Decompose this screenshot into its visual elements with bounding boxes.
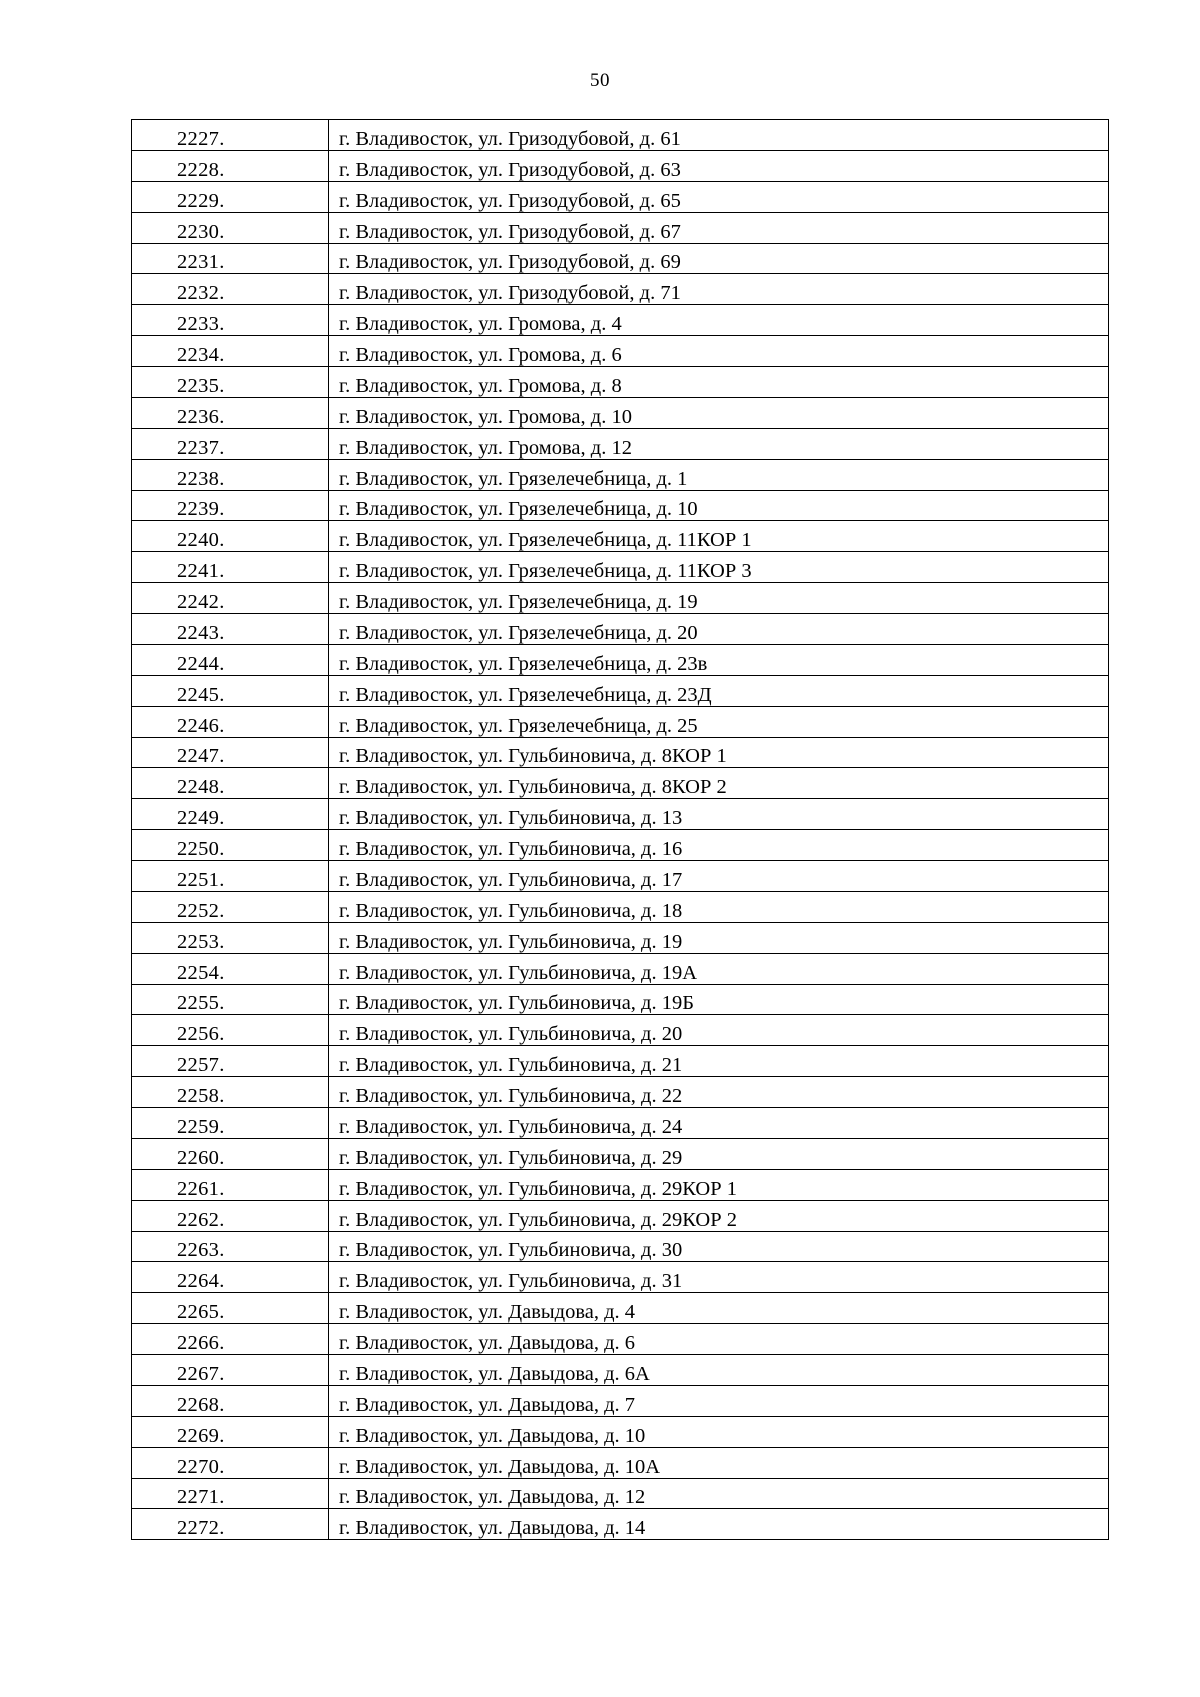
address-text: г. Владивосток, ул. Гульбиновича, д. 17 bbox=[339, 868, 683, 891]
address-text: г. Владивосток, ул. Гульбиновича, д. 29 bbox=[339, 1146, 683, 1169]
row-number-cell bbox=[132, 367, 329, 398]
address-text: г. Владивосток, ул. Гульбиновича, д. 8КОР 1 bbox=[339, 745, 727, 768]
row-number-cell bbox=[132, 274, 329, 305]
row-number: 2238. bbox=[177, 467, 225, 490]
table-row bbox=[132, 150, 1109, 181]
row-number: 2268. bbox=[177, 1393, 225, 1416]
table-row bbox=[132, 552, 1109, 583]
table-row bbox=[132, 861, 1109, 892]
address-cell bbox=[329, 274, 1109, 305]
table-row bbox=[132, 1509, 1109, 1540]
row-number: 2245. bbox=[177, 683, 225, 706]
table-row bbox=[132, 336, 1109, 367]
address-cell bbox=[329, 1324, 1109, 1355]
row-number-cell bbox=[132, 1509, 329, 1540]
address-text: г. Владивосток, ул. Давыдова, д. 7 bbox=[339, 1393, 636, 1416]
table-row bbox=[132, 1478, 1109, 1509]
address-cell bbox=[329, 1046, 1109, 1077]
address-cell bbox=[329, 521, 1109, 552]
table-row bbox=[132, 1046, 1109, 1077]
address-text: г. Владивосток, ул. Гризодубовой, д. 67 bbox=[339, 220, 681, 243]
row-number: 2263. bbox=[177, 1239, 225, 1262]
row-number-cell bbox=[132, 675, 329, 706]
row-number-cell bbox=[132, 737, 329, 768]
table-row bbox=[132, 1108, 1109, 1139]
row-number: 2258. bbox=[177, 1085, 225, 1107]
row-number-cell bbox=[132, 1262, 329, 1293]
row-number-cell bbox=[132, 644, 329, 675]
table-row bbox=[132, 1200, 1109, 1231]
table-row bbox=[132, 305, 1109, 336]
address-text: г. Владивосток, ул. Давыдова, д. 10А bbox=[339, 1455, 661, 1478]
row-number-cell bbox=[132, 305, 329, 336]
row-number: 2242. bbox=[177, 591, 225, 613]
row-number: 2230. bbox=[177, 220, 225, 243]
row-number-cell bbox=[132, 1478, 329, 1509]
address-text: г. Владивосток, ул. Грязелечебница, д. 11КОР 3 bbox=[339, 560, 752, 583]
address-table bbox=[131, 119, 1109, 1540]
address-cell bbox=[329, 1293, 1109, 1324]
row-number: 2264. bbox=[177, 1270, 225, 1293]
row-number-cell bbox=[132, 861, 329, 892]
address-cell bbox=[329, 1231, 1109, 1262]
table-row bbox=[132, 490, 1109, 521]
row-number: 2235. bbox=[177, 374, 225, 397]
address-text: г. Владивосток, ул. Гульбиновича, д. 21 bbox=[339, 1054, 683, 1077]
address-text: г. Владивосток, ул. Гульбиновича, д. 19Б bbox=[339, 992, 695, 1015]
address-cell bbox=[329, 120, 1109, 151]
row-number: 2253. bbox=[177, 930, 225, 953]
row-number: 2260. bbox=[177, 1146, 225, 1169]
row-number: 2229. bbox=[177, 189, 225, 212]
address-cell bbox=[329, 953, 1109, 984]
row-number-cell bbox=[132, 1385, 329, 1416]
row-number: 2261. bbox=[177, 1177, 225, 1200]
row-number: 2239. bbox=[177, 498, 225, 521]
address-text: г. Владивосток, ул. Гульбиновича, д. 24 bbox=[339, 1115, 683, 1138]
row-number-cell bbox=[132, 583, 329, 614]
address-cell bbox=[329, 459, 1109, 490]
table-row bbox=[132, 243, 1109, 274]
table-row bbox=[132, 644, 1109, 675]
row-number: 2237. bbox=[177, 436, 225, 459]
address-cell bbox=[329, 583, 1109, 614]
row-number-cell bbox=[132, 891, 329, 922]
row-number-cell bbox=[132, 150, 329, 181]
address-text: г. Владивосток, ул. Гульбиновича, д. 31 bbox=[339, 1270, 683, 1293]
address-text: г. Владивосток, ул. Гульбиновича, д. 19 bbox=[339, 930, 683, 953]
address-text: г. Владивосток, ул. Громова, д. 4 bbox=[339, 313, 622, 336]
address-text: г. Владивосток, ул. Гульбиновича, д. 22 bbox=[339, 1085, 683, 1107]
row-number-cell bbox=[132, 768, 329, 799]
row-number: 2266. bbox=[177, 1332, 225, 1354]
address-cell bbox=[329, 706, 1109, 737]
row-number: 2251. bbox=[177, 868, 225, 891]
address-text: г. Владивосток, ул. Гульбиновича, д. 13 bbox=[339, 807, 683, 830]
address-text: г. Владивосток, ул. Грязелечебница, д. 1 bbox=[339, 467, 688, 490]
row-number-cell bbox=[132, 243, 329, 274]
row-number-cell bbox=[132, 552, 329, 583]
row-number: 2236. bbox=[177, 405, 225, 428]
address-text: г. Владивосток, ул. Грязелечебница, д. 23в bbox=[339, 652, 708, 675]
address-cell bbox=[329, 181, 1109, 212]
address-text: г. Владивосток, ул. Гульбиновича, д. 29КОР 1 bbox=[339, 1177, 737, 1200]
address-table-body bbox=[132, 120, 1109, 1540]
row-number-cell bbox=[132, 799, 329, 830]
address-cell bbox=[329, 367, 1109, 398]
address-cell bbox=[329, 1200, 1109, 1231]
table-row bbox=[132, 1015, 1109, 1046]
table-row bbox=[132, 737, 1109, 768]
address-text: г. Владивосток, ул. Гризодубовой, д. 63 bbox=[339, 158, 681, 181]
table-row bbox=[132, 1293, 1109, 1324]
row-number-cell bbox=[132, 336, 329, 367]
table-row bbox=[132, 428, 1109, 459]
address-text: г. Владивосток, ул. Гризодубовой, д. 65 bbox=[339, 189, 681, 212]
address-text: г. Владивосток, ул. Гульбиновича, д. 8КОР 2 bbox=[339, 776, 727, 799]
row-number: 2267. bbox=[177, 1362, 225, 1385]
row-number: 2265. bbox=[177, 1301, 225, 1324]
address-cell bbox=[329, 336, 1109, 367]
address-cell bbox=[329, 243, 1109, 274]
address-text: г. Владивосток, ул. Громова, д. 10 bbox=[339, 405, 632, 428]
address-text: г. Владивосток, ул. Гризодубовой, д. 71 bbox=[339, 282, 681, 305]
row-number-cell bbox=[132, 1169, 329, 1200]
address-text: г. Владивосток, ул. Гульбиновича, д. 30 bbox=[339, 1239, 683, 1262]
row-number: 2254. bbox=[177, 961, 225, 984]
address-cell bbox=[329, 1077, 1109, 1108]
address-text: г. Владивосток, ул. Грязелечебница, д. 20 bbox=[339, 621, 698, 644]
table-row bbox=[132, 614, 1109, 645]
table-row bbox=[132, 1324, 1109, 1355]
address-cell bbox=[329, 891, 1109, 922]
address-cell bbox=[329, 675, 1109, 706]
table-row bbox=[132, 1262, 1109, 1293]
address-text: г. Владивосток, ул. Давыдова, д. 12 bbox=[339, 1486, 646, 1509]
row-number-cell bbox=[132, 397, 329, 428]
row-number-cell bbox=[132, 984, 329, 1015]
address-text: г. Владивосток, ул. Грязелечебница, д. 23Д bbox=[339, 683, 712, 706]
table-row bbox=[132, 120, 1109, 151]
address-cell bbox=[329, 1416, 1109, 1447]
table-row bbox=[132, 922, 1109, 953]
address-cell bbox=[329, 1169, 1109, 1200]
address-text: г. Владивосток, ул. Давыдова, д. 6А bbox=[339, 1362, 650, 1385]
address-cell bbox=[329, 428, 1109, 459]
table-row bbox=[132, 1416, 1109, 1447]
table-row bbox=[132, 953, 1109, 984]
address-cell bbox=[329, 644, 1109, 675]
address-cell bbox=[329, 830, 1109, 861]
address-cell bbox=[329, 552, 1109, 583]
row-number: 2240. bbox=[177, 529, 225, 552]
row-number-cell bbox=[132, 1077, 329, 1108]
table-row bbox=[132, 1077, 1109, 1108]
address-text: г. Владивосток, ул. Громова, д. 12 bbox=[339, 436, 632, 459]
table-row bbox=[132, 891, 1109, 922]
address-text: г. Владивосток, ул. Громова, д. 8 bbox=[339, 374, 622, 397]
table-row bbox=[132, 706, 1109, 737]
address-cell bbox=[329, 305, 1109, 336]
row-number: 2255. bbox=[177, 992, 225, 1015]
table-row bbox=[132, 1385, 1109, 1416]
table-row bbox=[132, 830, 1109, 861]
table-row bbox=[132, 397, 1109, 428]
address-cell bbox=[329, 614, 1109, 645]
address-text: г. Владивосток, ул. Грязелечебница, д. 10 bbox=[339, 498, 698, 521]
address-cell bbox=[329, 1478, 1109, 1509]
address-text: г. Владивосток, ул. Давыдова, д. 14 bbox=[339, 1517, 646, 1540]
row-number-cell bbox=[132, 428, 329, 459]
address-text: г. Владивосток, ул. Грязелечебница, д. 19 bbox=[339, 591, 698, 613]
address-cell bbox=[329, 397, 1109, 428]
address-text: г. Владивосток, ул. Давыдова, д. 10 bbox=[339, 1424, 646, 1447]
row-number: 2250. bbox=[177, 838, 225, 860]
table-row bbox=[132, 799, 1109, 830]
address-text: г. Владивосток, ул. Грязелечебница, д. 25 bbox=[339, 714, 698, 737]
address-text: г. Владивосток, ул. Гульбиновича, д. 19А bbox=[339, 961, 698, 984]
address-text: г. Владивосток, ул. Давыдова, д. 4 bbox=[339, 1301, 636, 1324]
address-cell bbox=[329, 1262, 1109, 1293]
row-number-cell bbox=[132, 1108, 329, 1139]
row-number: 2262. bbox=[177, 1208, 225, 1231]
address-text: г. Владивосток, ул. Громова, д. 6 bbox=[339, 344, 622, 366]
address-text: г. Владивосток, ул. Гризодубовой, д. 69 bbox=[339, 251, 681, 274]
row-number: 2232. bbox=[177, 282, 225, 305]
address-cell bbox=[329, 490, 1109, 521]
table-row bbox=[132, 212, 1109, 243]
row-number: 2227. bbox=[177, 127, 225, 150]
row-number: 2252. bbox=[177, 899, 225, 922]
row-number-cell bbox=[132, 614, 329, 645]
row-number-cell bbox=[132, 1015, 329, 1046]
table-row bbox=[132, 768, 1109, 799]
page-number: 50 bbox=[590, 70, 610, 91]
row-number-cell bbox=[132, 1355, 329, 1386]
row-number-cell bbox=[132, 1293, 329, 1324]
row-number-cell bbox=[132, 1138, 329, 1169]
table-row bbox=[132, 181, 1109, 212]
row-number: 2256. bbox=[177, 1023, 225, 1046]
address-text: г. Владивосток, ул. Давыдова, д. 6 bbox=[339, 1332, 636, 1354]
row-number: 2272. bbox=[177, 1517, 225, 1540]
address-cell bbox=[329, 799, 1109, 830]
address-cell bbox=[329, 150, 1109, 181]
address-cell bbox=[329, 1509, 1109, 1540]
row-number: 2257. bbox=[177, 1054, 225, 1077]
table-row bbox=[132, 1447, 1109, 1478]
row-number-cell bbox=[132, 953, 329, 984]
table-row bbox=[132, 1138, 1109, 1169]
address-text: г. Владивосток, ул. Гульбиновича, д. 16 bbox=[339, 838, 683, 860]
row-number-cell bbox=[132, 1046, 329, 1077]
row-number: 2233. bbox=[177, 313, 225, 336]
table-row bbox=[132, 1231, 1109, 1262]
row-number: 2231. bbox=[177, 251, 225, 274]
row-number: 2270. bbox=[177, 1455, 225, 1478]
row-number: 2247. bbox=[177, 745, 225, 768]
address-cell bbox=[329, 1355, 1109, 1386]
row-number-cell bbox=[132, 1416, 329, 1447]
address-cell bbox=[329, 768, 1109, 799]
row-number-cell bbox=[132, 1200, 329, 1231]
row-number-cell bbox=[132, 490, 329, 521]
address-cell bbox=[329, 1015, 1109, 1046]
row-number-cell bbox=[132, 1231, 329, 1262]
row-number: 2228. bbox=[177, 158, 225, 181]
address-cell bbox=[329, 1447, 1109, 1478]
address-cell bbox=[329, 1385, 1109, 1416]
row-number: 2259. bbox=[177, 1115, 225, 1138]
address-text: г. Владивосток, ул. Гульбиновича, д. 18 bbox=[339, 899, 683, 922]
row-number-cell bbox=[132, 1447, 329, 1478]
table-row bbox=[132, 367, 1109, 398]
table-row bbox=[132, 583, 1109, 614]
row-number-cell bbox=[132, 181, 329, 212]
table-row bbox=[132, 274, 1109, 305]
table-row bbox=[132, 521, 1109, 552]
row-number-cell bbox=[132, 120, 329, 151]
row-number: 2248. bbox=[177, 776, 225, 799]
row-number: 2246. bbox=[177, 714, 225, 737]
row-number-cell bbox=[132, 521, 329, 552]
row-number: 2244. bbox=[177, 652, 225, 675]
address-cell bbox=[329, 861, 1109, 892]
row-number-cell bbox=[132, 706, 329, 737]
row-number-cell bbox=[132, 459, 329, 490]
table-row bbox=[132, 675, 1109, 706]
address-text: г. Владивосток, ул. Гульбиновича, д. 20 bbox=[339, 1023, 683, 1046]
table-row bbox=[132, 1169, 1109, 1200]
table-row bbox=[132, 459, 1109, 490]
row-number: 2271. bbox=[177, 1486, 225, 1509]
address-cell bbox=[329, 1108, 1109, 1139]
address-cell bbox=[329, 1138, 1109, 1169]
row-number: 2249. bbox=[177, 807, 225, 830]
address-text: г. Владивосток, ул. Грязелечебница, д. 11КОР 1 bbox=[339, 529, 752, 552]
address-cell bbox=[329, 922, 1109, 953]
address-cell bbox=[329, 212, 1109, 243]
row-number: 2243. bbox=[177, 621, 225, 644]
row-number-cell bbox=[132, 922, 329, 953]
table-row bbox=[132, 984, 1109, 1015]
table-row bbox=[132, 1355, 1109, 1386]
row-number: 2269. bbox=[177, 1424, 225, 1447]
address-cell bbox=[329, 984, 1109, 1015]
address-text: г. Владивосток, ул. Гризодубовой, д. 61 bbox=[339, 127, 681, 150]
row-number: 2234. bbox=[177, 344, 225, 366]
row-number-cell bbox=[132, 830, 329, 861]
address-cell bbox=[329, 737, 1109, 768]
row-number-cell bbox=[132, 212, 329, 243]
address-text: г. Владивосток, ул. Гульбиновича, д. 29КОР 2 bbox=[339, 1208, 737, 1231]
row-number-cell bbox=[132, 1324, 329, 1355]
row-number: 2241. bbox=[177, 560, 225, 583]
